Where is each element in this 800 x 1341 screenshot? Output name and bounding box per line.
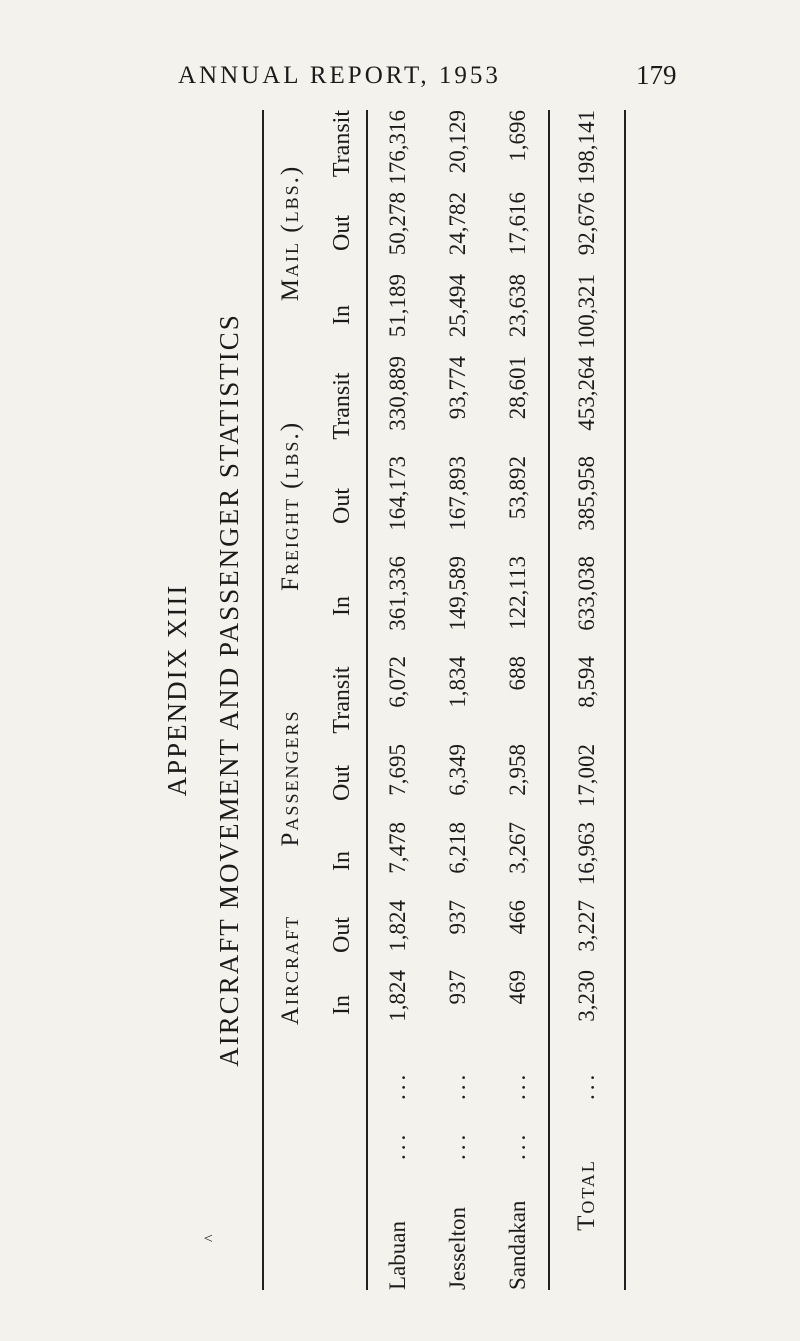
table-cell: 51,189 (385, 274, 410, 338)
table-cell: 2,958 (505, 744, 530, 796)
table-cell: 6,072 (385, 656, 410, 708)
total-cell: 3,230 (549, 970, 625, 1040)
leader-dots: ... (549, 1040, 625, 1100)
subheader-freight-in: In (318, 556, 367, 656)
leader-dots: ... (385, 1130, 410, 1160)
total-cell: 385,958 (549, 456, 625, 556)
total-cell: 3,227 (549, 900, 625, 970)
table-cell: 53,892 (505, 456, 530, 520)
subheader-aircraft-in: In (318, 970, 367, 1040)
table-cell: 20,129 (445, 110, 470, 174)
total-cell: 198,141 (549, 110, 625, 192)
table-cell: 28,601 (505, 356, 530, 420)
group-header-freight: Freight (lbs.) (263, 356, 318, 656)
subheader-passengers-in: In (318, 822, 367, 900)
subheader-mail-transit: Transit (318, 110, 367, 192)
total-cell: 8,594 (549, 656, 625, 744)
table-cell: 24,782 (445, 192, 470, 256)
group-header-mail: Mail (lbs.) (263, 110, 318, 356)
group-header-row (263, 110, 318, 1290)
statistics-table (262, 110, 626, 1290)
group-header-aircraft: Aircraft (263, 900, 318, 1040)
table-row (488, 110, 549, 1290)
subheader-freight-out: Out (318, 456, 367, 556)
row-name: Labuan (385, 1221, 410, 1290)
table-cell: 7,695 (385, 744, 410, 796)
table-cell: 688 (505, 656, 530, 691)
leader-dots: ... (505, 1130, 530, 1160)
table-cell: 50,278 (385, 192, 410, 256)
row-name: Sandakan (505, 1200, 530, 1290)
table-cell: 176,316 (385, 110, 410, 185)
row-name: Jesselton (445, 1206, 470, 1290)
table-cell: 7,478 (385, 822, 410, 874)
running-head: ANNUAL REPORT, 1953 (178, 62, 501, 89)
subheader-passengers-transit: Transit (318, 656, 367, 744)
table-cell: 361,336 (385, 556, 410, 631)
subheader-mail-out: Out (318, 192, 367, 274)
table-cell: 25,494 (445, 274, 470, 338)
page-number: 179 (636, 60, 677, 90)
table-cell: 6,218 (445, 822, 470, 874)
total-cell: 633,038 (549, 556, 625, 656)
table-cell: 330,889 (385, 356, 410, 431)
subheader-row (318, 110, 367, 1290)
total-cell: 17,002 (549, 744, 625, 822)
table-cell: 469 (505, 970, 530, 1005)
leader-dots: ... (445, 1070, 470, 1100)
table-cell: 149,589 (445, 556, 470, 631)
table-cell: 1,696 (505, 110, 530, 162)
table-cell: 937 (445, 900, 470, 935)
caret-mark: ^ (202, 1234, 219, 1242)
table-row (428, 110, 488, 1290)
table-cell: 1,824 (385, 900, 410, 952)
table-cell: 93,774 (445, 356, 470, 420)
table-cell: 17,616 (505, 192, 530, 256)
total-cell: 92,676 (549, 192, 625, 274)
total-cell: 100,321 (549, 274, 625, 356)
table-cell: 167,893 (445, 456, 470, 531)
subheader-aircraft-out: Out (318, 900, 367, 970)
group-header-passengers: Passengers (263, 656, 318, 900)
total-label: Total (549, 1100, 625, 1290)
table-cell: 1,834 (445, 656, 470, 708)
table-cell: 122,113 (505, 556, 530, 630)
appendix-title: APPENDIX XIII (162, 583, 192, 797)
table-cell: 164,173 (385, 456, 410, 531)
table-cell: 23,638 (505, 274, 530, 338)
table-row (367, 110, 428, 1290)
table-cell: 937 (445, 970, 470, 1005)
table-cell: 6,349 (445, 744, 470, 796)
subheader-passengers-out: Out (318, 744, 367, 822)
total-cell: 16,963 (549, 822, 625, 900)
leader-dots: ... (445, 1130, 470, 1160)
table-cell: 1,824 (385, 970, 410, 1022)
table-cell: 3,267 (505, 822, 530, 874)
subheader-mail-in: In (318, 274, 367, 356)
leader-dots: ... (505, 1070, 530, 1100)
table-title: AIRCRAFT MOVEMENT AND PASSENGER STATISTICS (214, 313, 244, 1067)
rotated-statistics-page (150, 90, 670, 1290)
total-cell: 453,264 (549, 356, 625, 456)
leader-dots: ... (385, 1070, 410, 1100)
subheader-freight-transit: Transit (318, 356, 367, 456)
table-cell: 466 (505, 900, 530, 935)
total-row (549, 110, 625, 1290)
